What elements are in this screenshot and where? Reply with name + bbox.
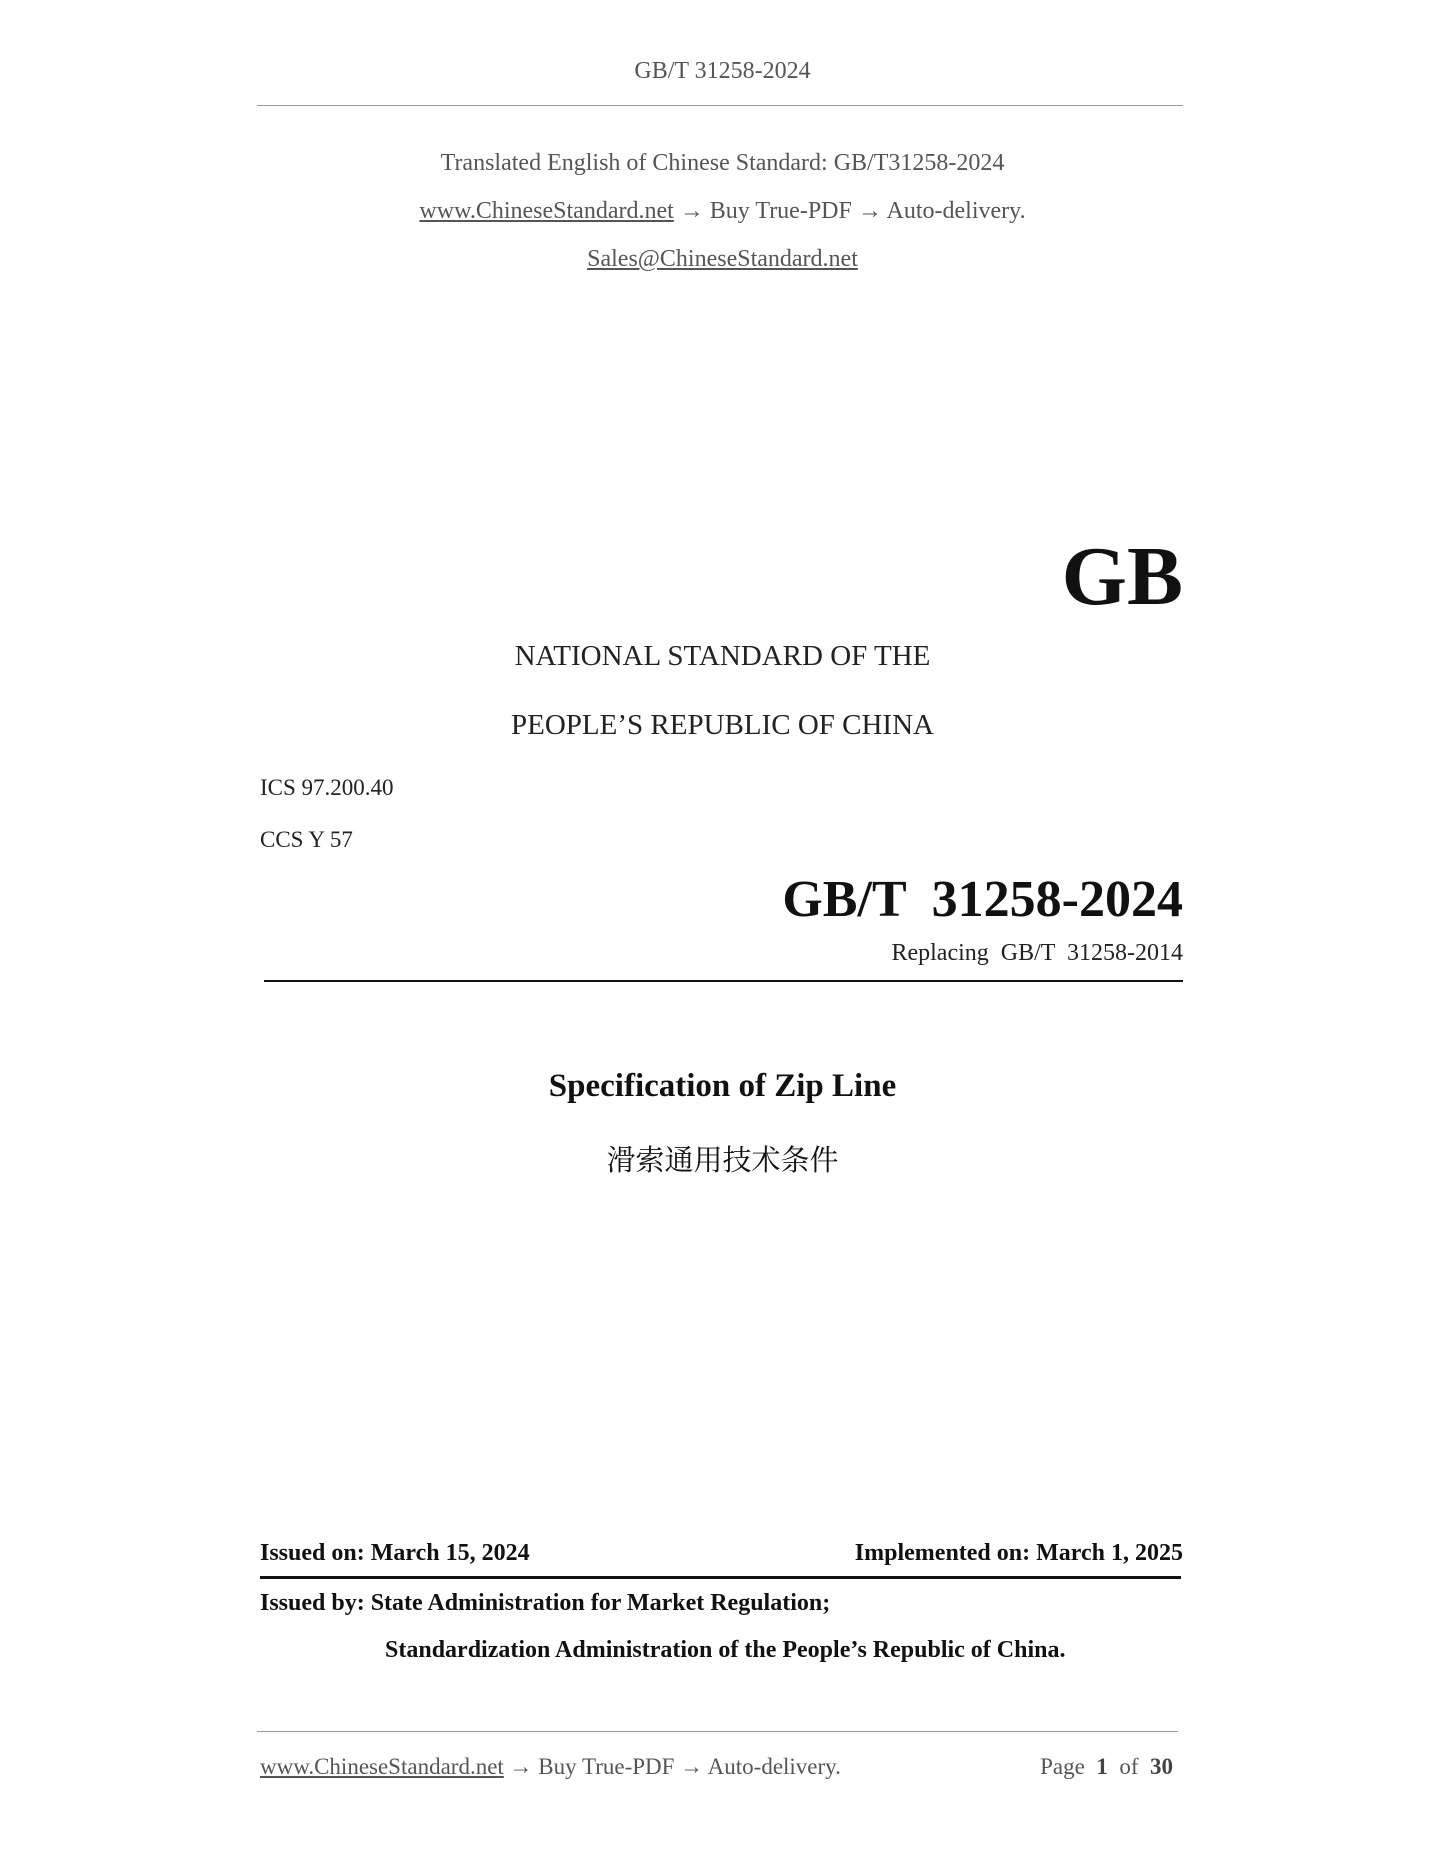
page-indicator: [1040, 1754, 1173, 1780]
national-standard-line-2: PEOPLE’S REPUBLIC OF CHINA: [511, 709, 934, 741]
ccs-code: CCS Y 57: [260, 827, 353, 852]
footer-buy-text: → Buy True-PDF → Auto-delivery.: [509, 1754, 841, 1779]
ics-code: ICS 97.200.40: [260, 775, 394, 800]
issued-by-line-1: Issued by: State Administration for Market Regulation;: [260, 1590, 831, 1616]
replacing-standard: Replacing GB/T 31258-2014: [891, 940, 1183, 966]
national-standard-line-1: NATIONAL STANDARD OF THE: [514, 640, 931, 672]
header-buy-text: → Buy True-PDF → Auto-delivery.: [679, 198, 1026, 224]
page-total: 30: [1150, 1754, 1173, 1779]
issued-by-line-2: Standardization Administration of the People’s Republic of China.: [385, 1637, 1066, 1663]
header-buy-line: [0, 198, 1445, 225]
gb-mark: GB: [1061, 530, 1183, 623]
footer-buy-line: [260, 1754, 841, 1780]
title-divider: [264, 980, 1183, 982]
document-title-en: Specification of Zip Line: [548, 1068, 897, 1104]
header-divider: [257, 105, 1183, 106]
issued-on-date: Issued on: March 15, 2024: [260, 1540, 530, 1566]
footer-site-link[interactable]: www.ChineseStandard.net: [260, 1754, 504, 1779]
footer-divider: [257, 1731, 1178, 1732]
translated-label: Translated English of Chinese Standard: GB/T31258-2024: [440, 150, 1005, 176]
dates-divider: [260, 1576, 1181, 1579]
of-label: of: [1119, 1754, 1139, 1779]
sales-email-link[interactable]: Sales@ChineseStandard.net: [587, 246, 858, 272]
header-standard-code: GB/T 31258-2024: [634, 58, 811, 84]
document-title-zh: 滑索通用技术条件: [606, 1143, 839, 1177]
sales-email-line: [0, 246, 1445, 273]
page-label: Page: [1040, 1754, 1085, 1779]
page-number: 1: [1096, 1754, 1108, 1779]
implemented-on-date: Implemented on: March 1, 2025: [854, 1540, 1183, 1566]
header-site-link[interactable]: www.ChineseStandard.net: [419, 198, 674, 224]
standard-number: GB/T 31258-2024: [782, 871, 1183, 928]
